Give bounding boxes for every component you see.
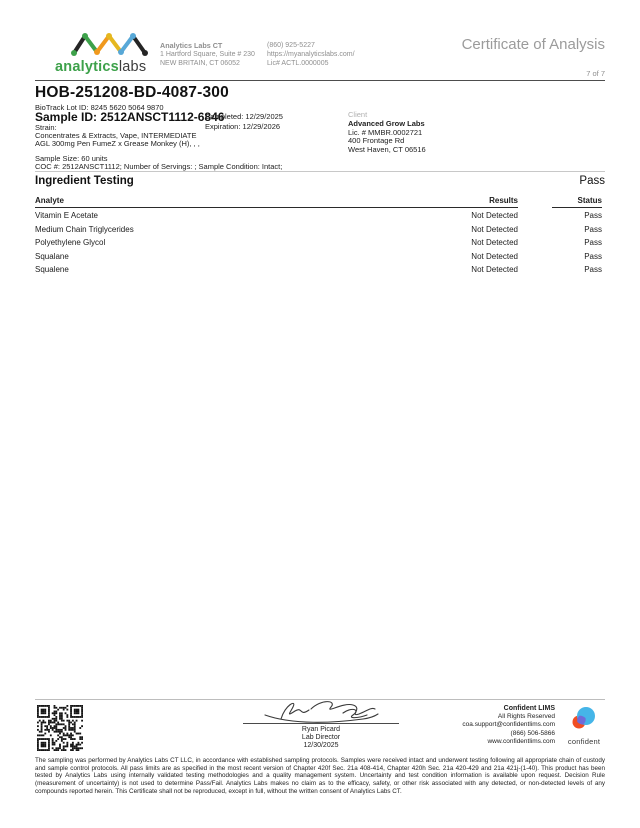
column-header-results: Results [398,196,518,208]
column-gap [518,257,552,261]
client-license: Lic. # MMBR.0002721 [348,127,423,137]
column-header-status: Status [552,196,602,208]
column-header-analyte: Analyte [35,196,398,208]
column-gap [518,230,552,234]
confident-logo-icon [569,706,599,732]
brand-word-analytics: analytics [55,59,119,75]
ingredient-testing-table [35,196,602,275]
column-gap [518,271,552,275]
analytics-labs-logo [55,31,165,75]
lims-email: coa.support@confidentlims.com [462,721,555,729]
section-title: Ingredient Testing [35,175,134,187]
document-title: Certificate of Analysis [461,36,605,53]
strain-label: Strain: [35,123,57,132]
signature-line [243,723,399,724]
client-address-line1: 400 Frontage Rd [348,136,405,146]
lab-contact-block [267,41,355,68]
client-block [348,111,426,154]
analytics-zigzag-icon [69,31,151,58]
lab-phone: (860) 925-5227 [267,42,315,49]
client-name: Advanced Grow Labs [348,119,425,129]
table-row [35,221,602,234]
page-indicator: 7 of 7 [586,69,605,78]
sample-size: Sample Size: 60 units [35,154,108,163]
analyte-cell: Medium Chain Triglycerides [35,224,134,234]
lab-address-line1: 1 Hartford Square, Suite # 230 [160,51,255,58]
result-cell: Not Detected [471,211,518,221]
signature-date: 12/30/2025 [303,742,339,749]
lab-license: Lic# ACTL.0000005 [267,60,329,67]
result-cell: Not Detected [471,264,518,274]
table-row [35,235,602,248]
product-name: AGL 300mg Pen FumeZ x Grease Monkey (H), , , [35,139,200,149]
sample-matrix: Concentrates & Extracts, Vape, INTERMEDIATE [35,131,197,141]
column-gap [518,217,552,221]
strain-block [35,124,200,149]
signer-title: Lab Director [301,734,341,741]
expiration-date: Expiration: 12/29/2026 [205,122,281,131]
disclaimer-text: The sampling was performed by Analytics Labs CT LLC, in accordance with established sampling protocols. Samples were received intact and underwent testing following all appropriate chain of custody and sample control protocols. All pass limits are as specified in the most recent version of Chapter 420f Sec. 21a 408-414, Chapter 420h Sec. 21a 420-429 and 21a 421j-(1-40). This product has been tested by Analytics Labs using internally validated testing methodologies and a quality management system. Uncertainty and test condition information is available upon request. Decision Rule (measurement of uncertainty) is not used to determine Pass/Fail. Analytics Labs makes no claim as to the efficacy, safety, or other risk associated with any detected, or non-detected levels of any compounds reported herein. This Certificate shall not be reproduced, except in full, without the written consent of Analytics Labs CT. [35,757,605,795]
sample-id: Sample ID: 2512ANSCT1112-6846 [35,110,225,124]
section-divider [35,171,605,172]
lab-info-block [160,41,255,68]
coc-line: COC #: 2512ANSCT1112; Number of Servings: ; Sample Condition: Intact; [35,162,283,171]
biotrack-lot-id: BioTrack Lot ID: 8245 5620 5064 9870 [35,103,164,112]
brand-word-labs: labs [118,59,147,75]
status-cell: Pass [584,238,602,248]
brand-wordmark [55,59,165,75]
batch-id-title: HOB-251208-BD-4087-300 [35,84,229,101]
analyte-cell: Vitamin E Acetate [35,211,98,221]
status-cell: Pass [584,251,602,261]
lims-name: Confident LIMS [503,705,555,712]
signer-name: Ryan Picard [301,726,341,733]
result-cell: Not Detected [471,238,518,248]
dates-block [205,112,283,132]
table-row [35,248,602,261]
status-cell: Pass [584,224,602,234]
table-body [35,208,602,275]
lab-name: Analytics Labs CT [160,41,223,50]
client-label: Client [348,110,368,119]
lims-phone: (866) 506-5866 [510,729,555,737]
lims-rights: All Rights Reserved [497,713,555,721]
analyte-cell: Squalane [35,251,69,261]
certificate-title-block [462,36,605,78]
column-gap [518,244,552,248]
lab-website: https://myanalyticslabs.com/ [267,51,355,58]
table-row [35,262,602,275]
header-divider [35,80,605,81]
qr-code [37,705,83,751]
section-status-badge: Pass [579,175,605,187]
result-cell: Not Detected [471,251,518,261]
analyte-cell: Squalene [35,264,69,274]
client-address-line2: West Haven, CT 06516 [348,144,426,154]
confident-logo-text: confident [567,737,601,746]
completed-date: Completed: 12/29/2025 [205,112,283,121]
result-cell: Not Detected [471,224,518,234]
status-cell: Pass [584,211,602,221]
lab-address-line2: NEW BRITAIN, CT 06052 [160,60,240,67]
analyte-cell: Polyethylene Glycol [35,238,106,248]
status-cell: Pass [584,264,602,274]
confident-logo [556,706,612,746]
testing-section-header [35,175,605,187]
table-header-row [35,196,602,208]
lims-website: www.confidentlims.com [487,737,555,745]
table-row [35,208,602,221]
signature-block [235,697,407,750]
lims-info-block [462,705,555,746]
